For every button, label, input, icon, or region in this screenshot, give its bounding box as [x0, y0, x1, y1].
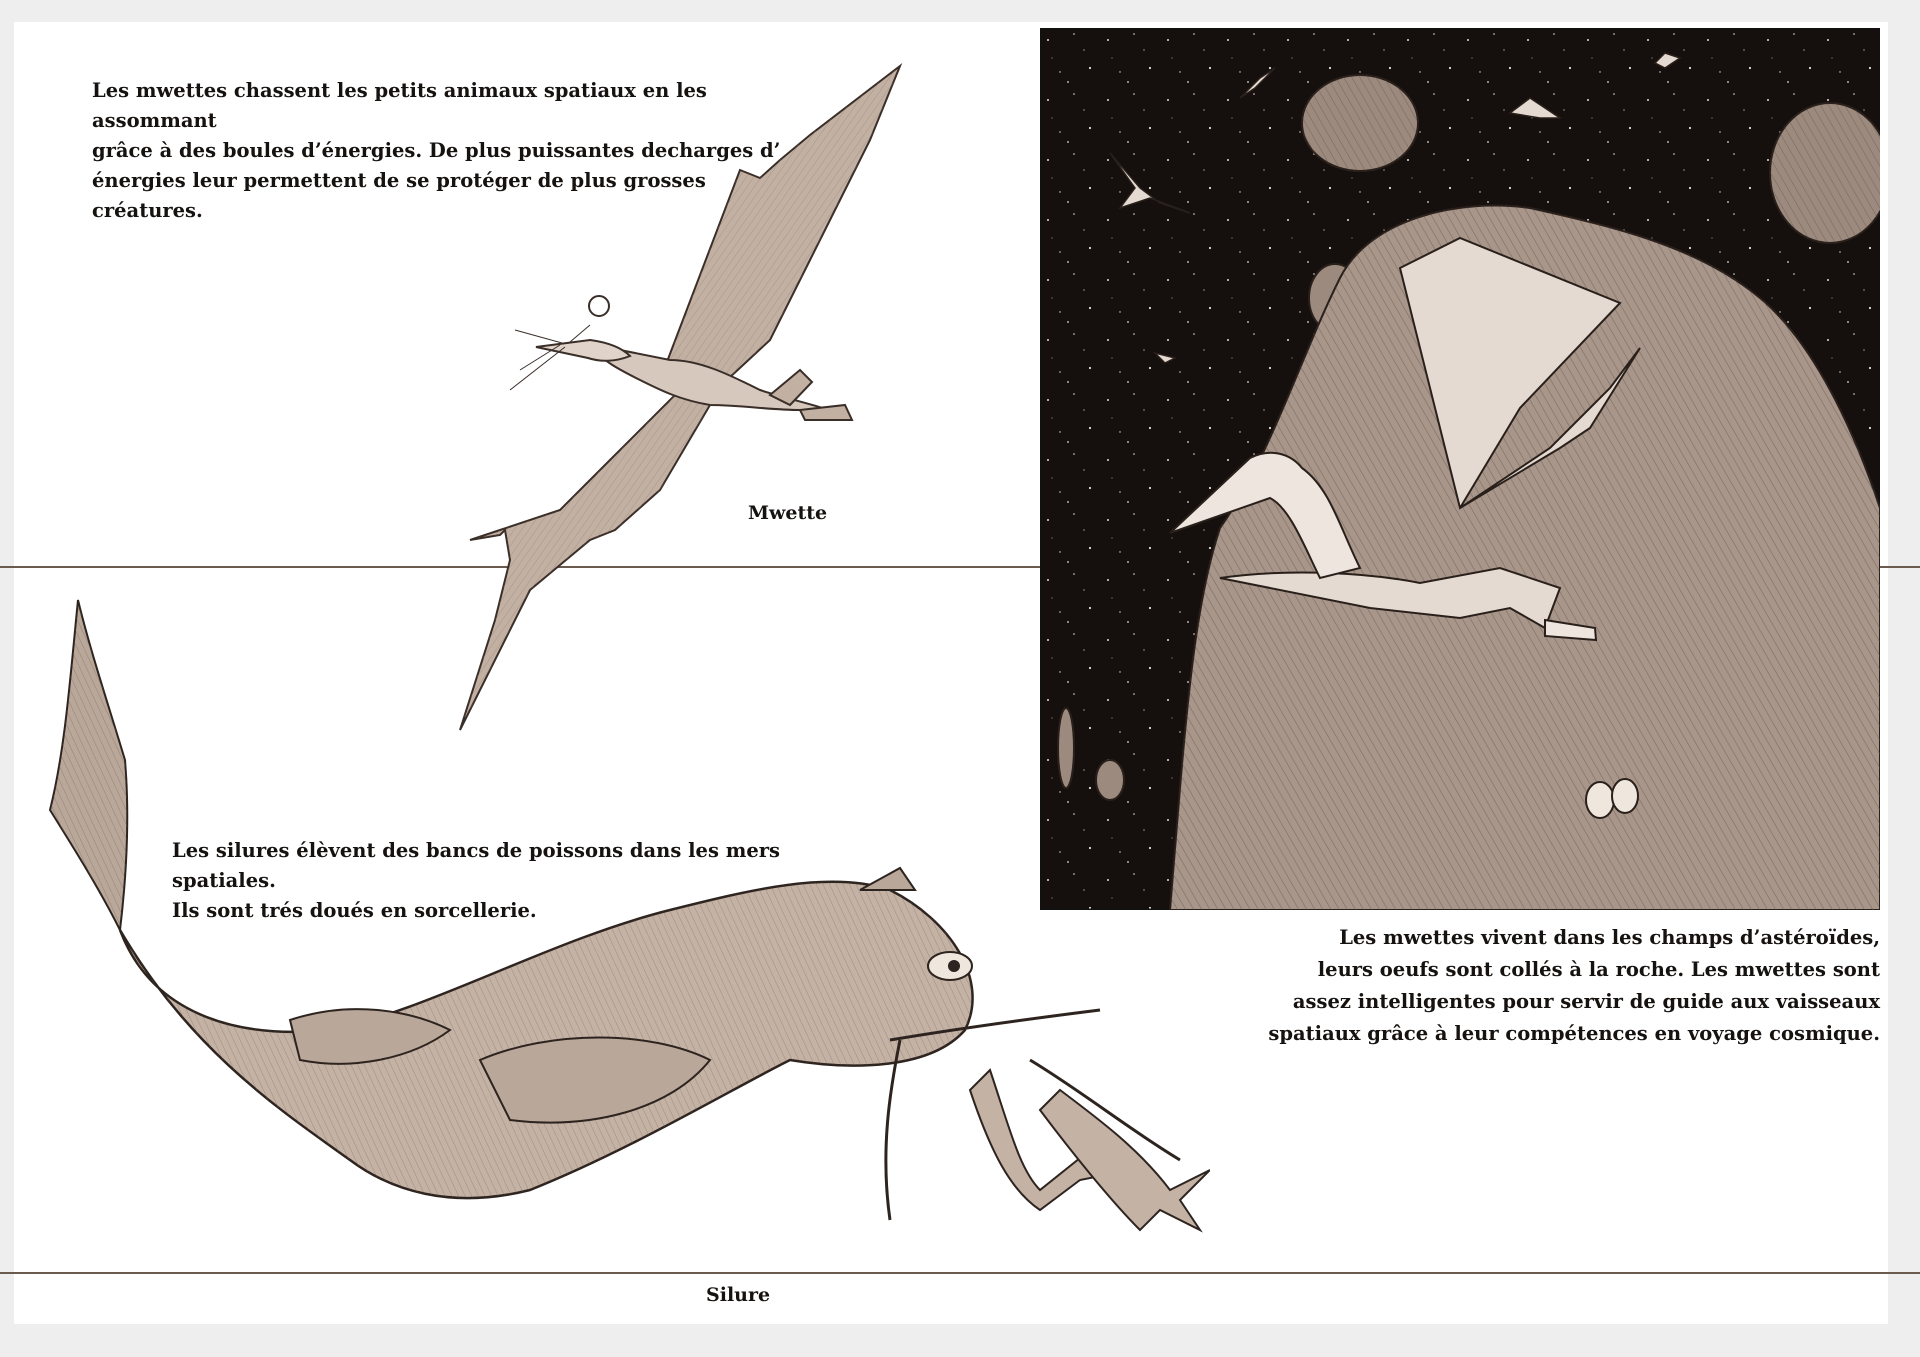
asteroid-description-line: spatiaux grâce à leur compétences en voyage cosmique.	[1268, 1022, 1880, 1045]
energy-ball-icon	[589, 296, 609, 316]
mwette-description-line: grâce à des boules d’énergies. De plus puissantes decharges d’	[92, 139, 781, 162]
asteroid-description-line: assez intelligentes pour servir de guide aux vaisseaux	[1292, 990, 1880, 1013]
asteroid-description-line: Les mwettes vivent dans les champs d’astéroïdes,	[1339, 926, 1880, 949]
mwette-description-line: énergies leur permettent de se protéger de plus grosses	[92, 169, 706, 192]
silure-description-line: Les silures élèvent des bancs de poissons dans les mers spatiales.	[172, 839, 781, 892]
egg	[1586, 782, 1614, 818]
right-border	[1888, 0, 1920, 1357]
mwette-caption: Mwette	[748, 502, 828, 524]
silure-description-line: Ils sont trés doués en sorcellerie.	[172, 899, 537, 922]
mwette-description-line: Les mwettes chassent les petits animaux spatiaux en les assommant	[92, 79, 707, 132]
left-border	[0, 0, 14, 1357]
top-border	[0, 0, 1920, 22]
silure-catfish-illustration	[30, 590, 1210, 1270]
mwette-description-line: créatures.	[92, 199, 203, 222]
egg	[1612, 779, 1638, 813]
asteroid-description-line: leurs oeufs sont collés à la roche. Les mwettes sont	[1317, 958, 1880, 981]
bottom-divider-rule	[0, 1272, 1920, 1274]
asteroid-panel-description	[1240, 922, 1880, 1050]
silure-caption: Silure	[706, 1284, 771, 1306]
bottom-border	[0, 1324, 1920, 1357]
